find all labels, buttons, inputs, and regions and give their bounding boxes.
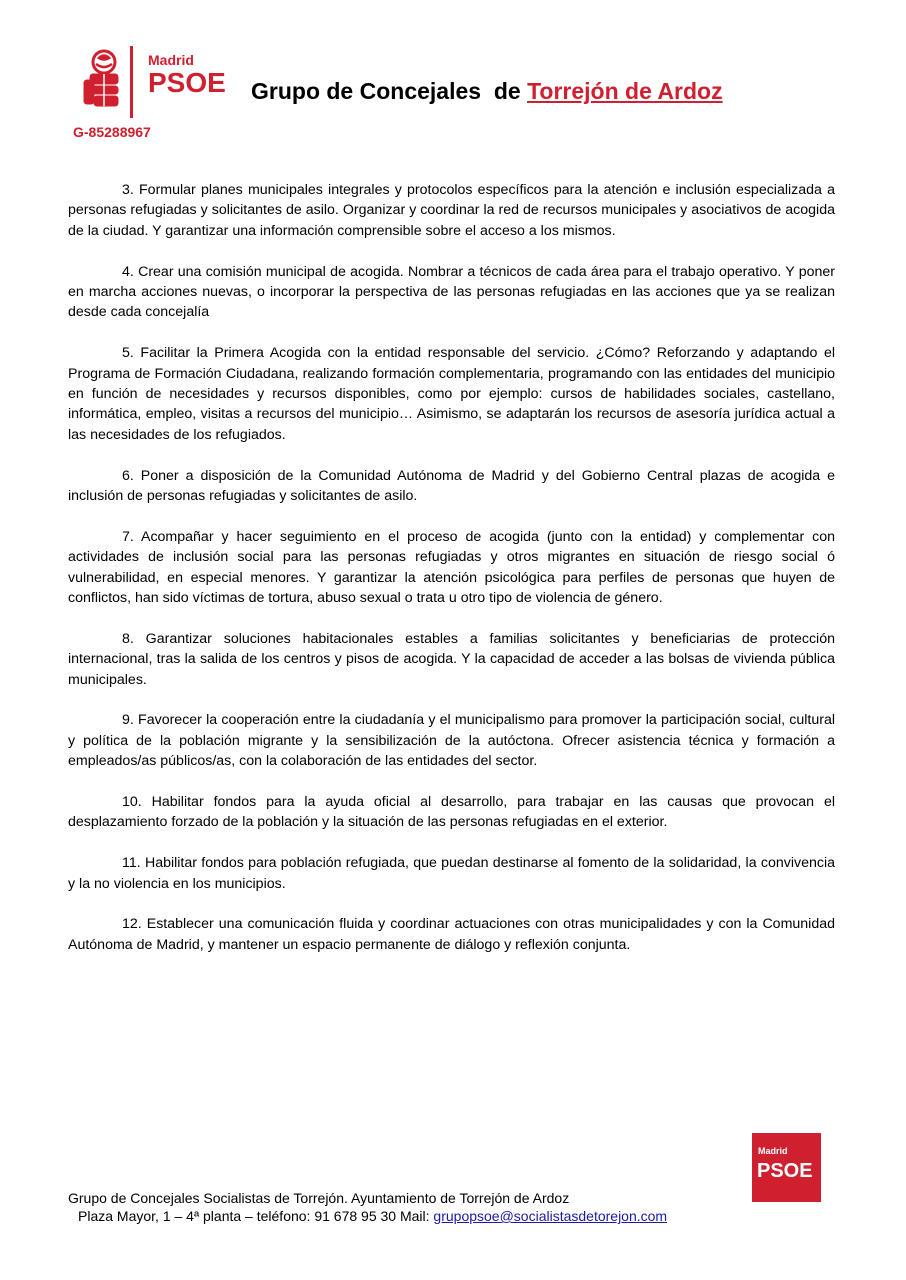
paragraph-3: 3. Formular planes municipales integrales y protocolos específicos para la atención e inclusión especializada a personas refugiadas y solicitantes de asilo. Organizar y coordinar la red de recursos municipales y asociativos de acogida de la ciudad. Y garantizar una información comprensible sobre el acceso a los mismos. (68, 182, 835, 239)
paragraph-6: 6. Poner a disposición de la Comunidad Autónoma de Madrid y del Gobierno Central plazas de acogida e inclusión de personas refugiadas y solicitantes de asilo. (68, 467, 835, 505)
paragraph-12: 12. Establecer una comunicación fluida y coordinar actuaciones con otras municipalidades y con la Comunidad Autónoma de Madrid, y mantener un espacio permanente de diálogo y reflexión conjunta. (68, 916, 835, 953)
psoe-footer-logo (752, 1133, 821, 1202)
psoe-madrid-logo (78, 44, 228, 122)
email-link[interactable]: grupopsoe@socialistasdetorejon.com (433, 1208, 668, 1224)
paragraph-7: 7. Acompañar y hacer seguimiento en el proceso de acogida (junto con la entidad) y complementar con actividades de inclusión social para las personas refugiadas y otros migrantes en situación de riesgo social ó vulnerabilidad, en especial menores. Y garantizar la atención psicológica para perfiles de personas que huyen de conflictos, han sido víctimas de tortura, abuso sexual o trata u otro tipo de violencia de género. (68, 528, 835, 607)
title-city: Torrejón de Ardoz (527, 78, 723, 104)
footer-line-2 (68, 1207, 667, 1225)
logo-region-label: Madrid (148, 52, 194, 68)
paragraph-11: 11. Habilitar fondos para población refugiada, que puedan destinarse al fomento de la solidaridad, la convivencia y la no violencia en los municipios. (68, 855, 835, 892)
footer-logo-party: PSOE (757, 1160, 813, 1182)
footer-logo-region: Madrid (758, 1146, 788, 1156)
fist-rose-icon (84, 51, 118, 106)
footer-address: Plaza Mayor, 1 – 4ª planta – teléfono: 91 678 95 30 Mail: (78, 1208, 434, 1224)
cif-number: G-85288967 (73, 124, 151, 140)
logo-party-label: PSOE (148, 67, 226, 98)
page-title (251, 78, 723, 105)
paragraph-8: 8. Garantizar soluciones habitacionales estables a familias solicitantes y beneficiarias de protección internacional, tras la salida de los centros y pisos de acogida. Y la capacidad de acceder a las bolsas de vivienda pública municipales. (68, 630, 835, 688)
document-body (68, 180, 835, 976)
paragraph-4: 4. Crear una comisión municipal de acogida. Nombrar a técnicos de cada área para el trabajo operativo. Y poner en marcha acciones nuevas, o incorporar la perspectiva de las personas refugiadas en las acciones que ya se realizan desde cada concejalía (68, 263, 835, 321)
footer (68, 1189, 667, 1225)
title-prefix: Grupo de Concejales de (251, 78, 528, 104)
paragraph-9: 9. Favorecer la cooperación entre la ciudadanía y el municipalismo para promover la participación social, cultural y política de la población migrante y la sensibilización de la autóctona. Ofrecer asistencia técnica y formación a empleados/as públicos/as, con la colaboración de las entidades del sector. (68, 712, 835, 770)
footer-line-1: Grupo de Concejales Socialistas de Torrejón. Ayuntamiento de Torrejón de Ardoz (68, 1190, 570, 1206)
paragraph-10: 10. Habilitar fondos para la ayuda oficial al desarrollo, para trabajar en las causas que provocan el desplazamiento forzado de la población y la situación de las personas refugiadas en el exterior. (68, 794, 835, 831)
paragraph-5: 5. Facilitar la Primera Acogida con la entidad responsable del servicio. ¿Cómo? Reforzando y adaptando el Programa de Formación Ciudadana, realizando formación complementaria, programando con las entidades del municipio en función de necesidades y recursos disponibles, como por ejemplo: cursos de habilidades sociales, castellano, informática, empleo, visitas a recursos del municipio… Asimismo, se adaptarán los recursos de asesoría jurídica actual a las necesidades de los refugiados. (68, 345, 835, 443)
